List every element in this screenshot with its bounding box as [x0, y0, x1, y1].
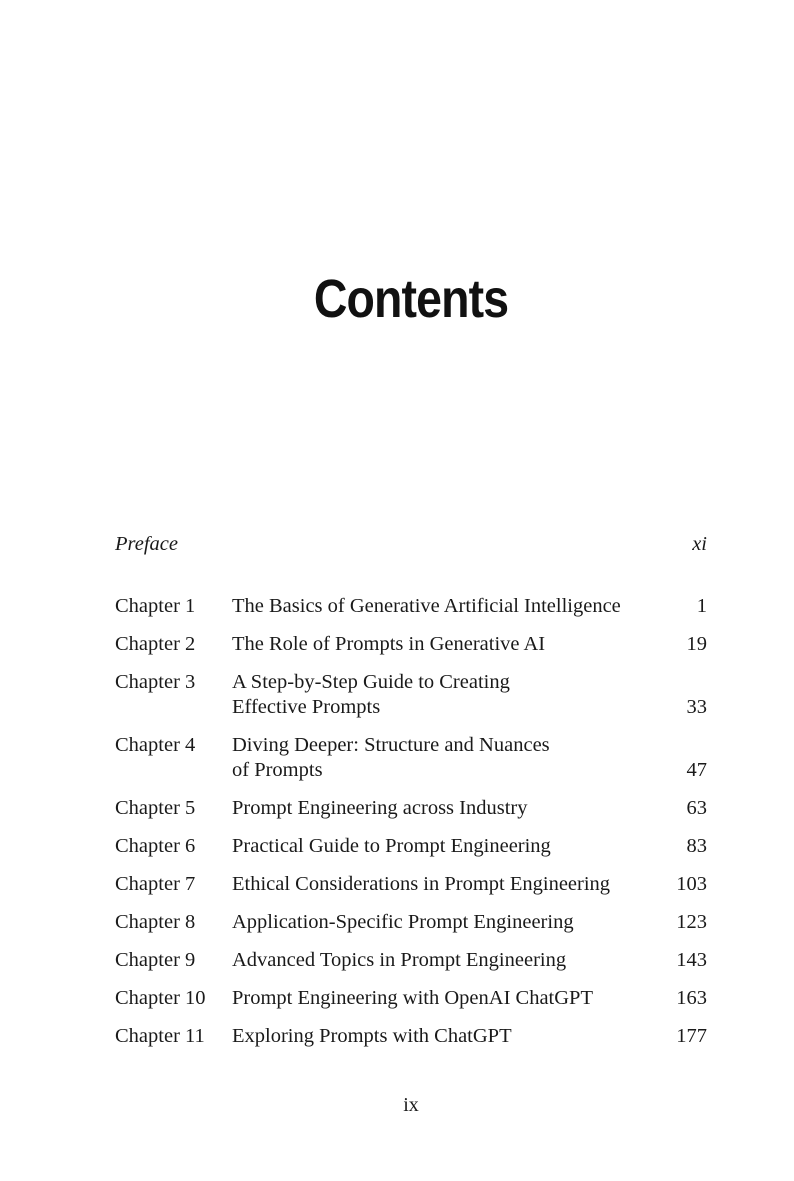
chapter-number: Chapter 5 — [115, 797, 196, 819]
chapter-title: Ethical Considerations in Prompt Engineering — [232, 873, 611, 895]
chapter-number: Chapter 2 — [115, 633, 196, 655]
chapter-title: Diving Deeper: Structure and Nuances of Prompts — [232, 734, 550, 781]
table-of-contents — [115, 530, 707, 1062]
chapter-page-number: 83 — [686, 835, 707, 857]
chapter-title: The Role of Prompts in Generative AI — [232, 633, 546, 655]
toc-chapter-6[interactable] — [115, 834, 707, 859]
chapter-page-number: 33 — [686, 696, 707, 718]
chapter-number: Chapter 11 — [115, 1025, 205, 1047]
chapter-number: Chapter 10 — [115, 987, 206, 1009]
chapter-title: The Basics of Generative Artificial Intelligence — [232, 595, 621, 617]
toc-chapter-1[interactable] — [115, 594, 707, 619]
chapter-title: Application-Specific Prompt Engineering — [232, 911, 574, 933]
toc-chapter-11[interactable] — [115, 1024, 707, 1049]
chapter-number: Chapter 3 — [115, 671, 196, 693]
chapter-number: Chapter 7 — [115, 873, 196, 895]
chapter-title: Prompt Engineering with OpenAI ChatGPT — [232, 987, 593, 1009]
chapter-page-number: 63 — [686, 797, 707, 819]
chapter-page-number: 143 — [676, 949, 707, 971]
page-number-footer: ix — [403, 1094, 419, 1116]
toc-chapter-2[interactable] — [115, 632, 707, 657]
chapter-page-number: 47 — [686, 759, 707, 781]
chapter-page-number: 123 — [676, 911, 707, 933]
toc-chapter-3[interactable] — [115, 670, 707, 720]
chapter-page-number: 19 — [686, 633, 707, 655]
toc-chapter-7[interactable] — [115, 872, 707, 897]
chapter-page-number: 1 — [696, 595, 707, 617]
chapter-title: Practical Guide to Prompt Engineering — [232, 835, 551, 857]
page-title: Contents — [313, 269, 509, 330]
toc-chapter-5[interactable] — [115, 796, 707, 821]
chapter-title: Prompt Engineering across Industry — [232, 797, 528, 819]
chapter-number: Chapter 1 — [115, 595, 196, 617]
chapter-page-number: 177 — [676, 1025, 707, 1047]
toc-preface-entry[interactable] — [115, 530, 707, 558]
chapter-page-number: 103 — [676, 873, 707, 895]
chapter-number: Chapter 4 — [115, 734, 196, 756]
chapter-number: Chapter 8 — [115, 911, 196, 933]
chapter-title: Advanced Topics in Prompt Engineering — [232, 949, 567, 971]
toc-chapter-10[interactable] — [115, 986, 707, 1011]
chapter-title: A Step-by-Step Guide to Creating Effective Prompts — [232, 671, 510, 718]
toc-chapter-9[interactable] — [115, 948, 707, 973]
preface-page-number: xi — [692, 533, 707, 555]
toc-chapter-8[interactable] — [115, 910, 707, 935]
chapter-number: Chapter 9 — [115, 949, 196, 971]
preface-label: Preface — [115, 533, 178, 555]
chapter-title: Exploring Prompts with ChatGPT — [232, 1025, 512, 1047]
chapter-page-number: 163 — [676, 987, 707, 1009]
toc-chapter-4[interactable] — [115, 733, 707, 783]
chapter-number: Chapter 6 — [115, 835, 196, 857]
